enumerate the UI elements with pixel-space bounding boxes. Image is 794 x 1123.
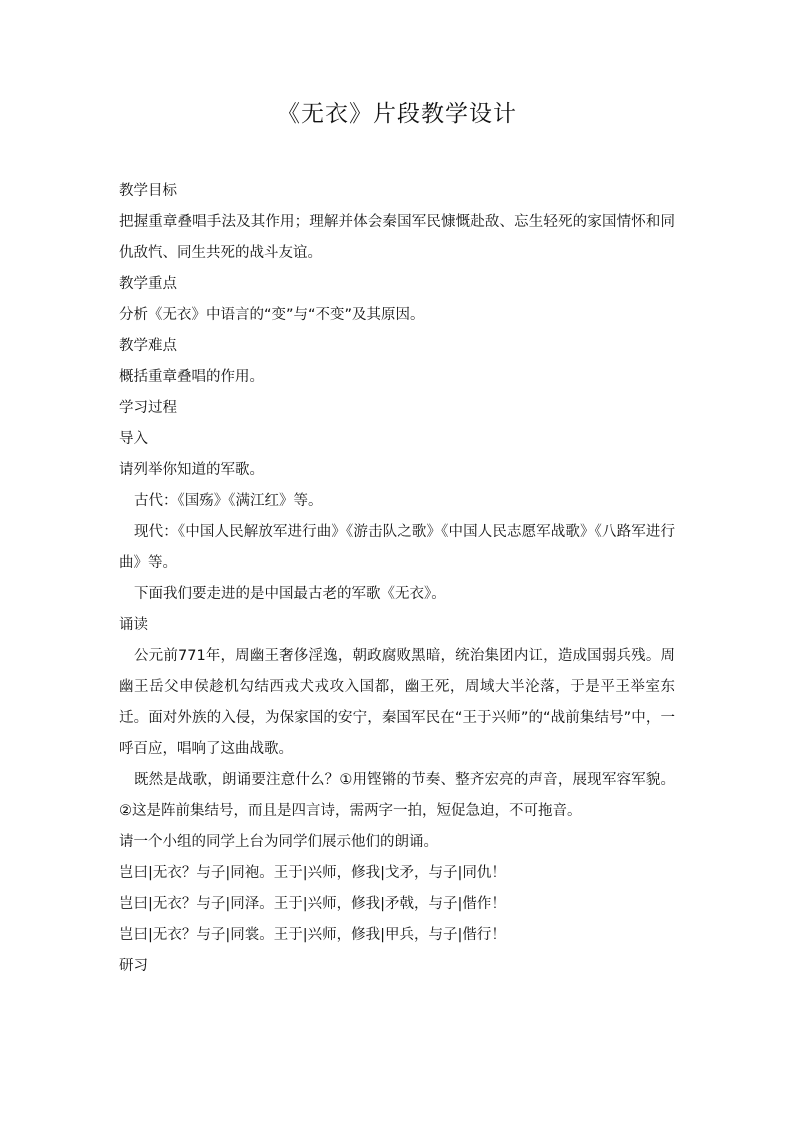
recite-prompt: 请一个小组的同学上台为同学们展示他们的朗诵。 <box>119 834 438 850</box>
intro-ancient-songs: 古代：《国殇》《满江红》等。 <box>134 493 323 509</box>
intro-heading: 导入 <box>119 431 148 447</box>
recite-tips: 既然是战歌，朗诵要注意什么？①用铿锵的节奏、整齐宏亮的声音，展现军容军貌。②这是阵前集结号，而且是四言诗，需两字一拍，短促急迫，不可拖音。 <box>119 772 675 819</box>
teaching-focus-text: 分析《无衣》中语言的“变”与“不变”及其原因。 <box>119 307 425 323</box>
teaching-difficulty-heading: 教学难点 <box>119 338 177 354</box>
poem-line-1: 岂曰|无衣？与子|同袍。王于|兴师，修我|戈矛，与子|同仇！ <box>119 865 506 881</box>
document-title: 《无衣》片段教学设计 <box>277 101 517 127</box>
teaching-goal-text: 把握重章叠唱手法及其作用；理解并体会秦国军民慷慨赴敌、忘生轻死的家国情怀和同仇敌忾、同生共死的战斗友谊。 <box>119 214 675 261</box>
teaching-goal-heading: 教学目标 <box>119 183 177 199</box>
learning-process-heading: 学习过程 <box>119 400 177 416</box>
intro-prompt: 请列举你知道的军歌。 <box>119 462 264 478</box>
intro-transition: 下面我们要走进的是中国最古老的军歌《无衣》。 <box>134 586 446 602</box>
recite-heading: 诵读 <box>119 617 148 633</box>
poem-line-3: 岂曰|无衣？与子|同裳。王于|兴师，修我|甲兵，与子|偕行！ <box>119 927 506 943</box>
intro-modern-songs: 现代：《中国人民解放军进行曲》《游击队之歌》《中国人民志愿军战歌》《八路军进行曲》等。 <box>119 524 675 571</box>
study-heading: 研习 <box>119 958 148 974</box>
document-body <box>119 176 675 982</box>
poem-line-2: 岂曰|无衣？与子|同泽。王于|兴师，修我|矛戟，与子|偕作！ <box>119 896 506 912</box>
teaching-focus-heading: 教学重点 <box>119 276 177 292</box>
recite-background: 公元前771年，周幽王奢侈淫逸，朝政腐败黑暗，统治集团内讧，造成国弱兵残。周幽王岳父申侯趁机勾结西戎犬戎攻入国都，幽王死，周域大半沦落，于是平王举室东迁。面对外族的入侵，为保家国的安宁，秦国军民在“王于兴师”的“战前集结号”中，一呼百应，唱响了这曲战歌。 <box>119 648 675 757</box>
teaching-difficulty-text: 概括重章叠唱的作用。 <box>119 369 264 385</box>
